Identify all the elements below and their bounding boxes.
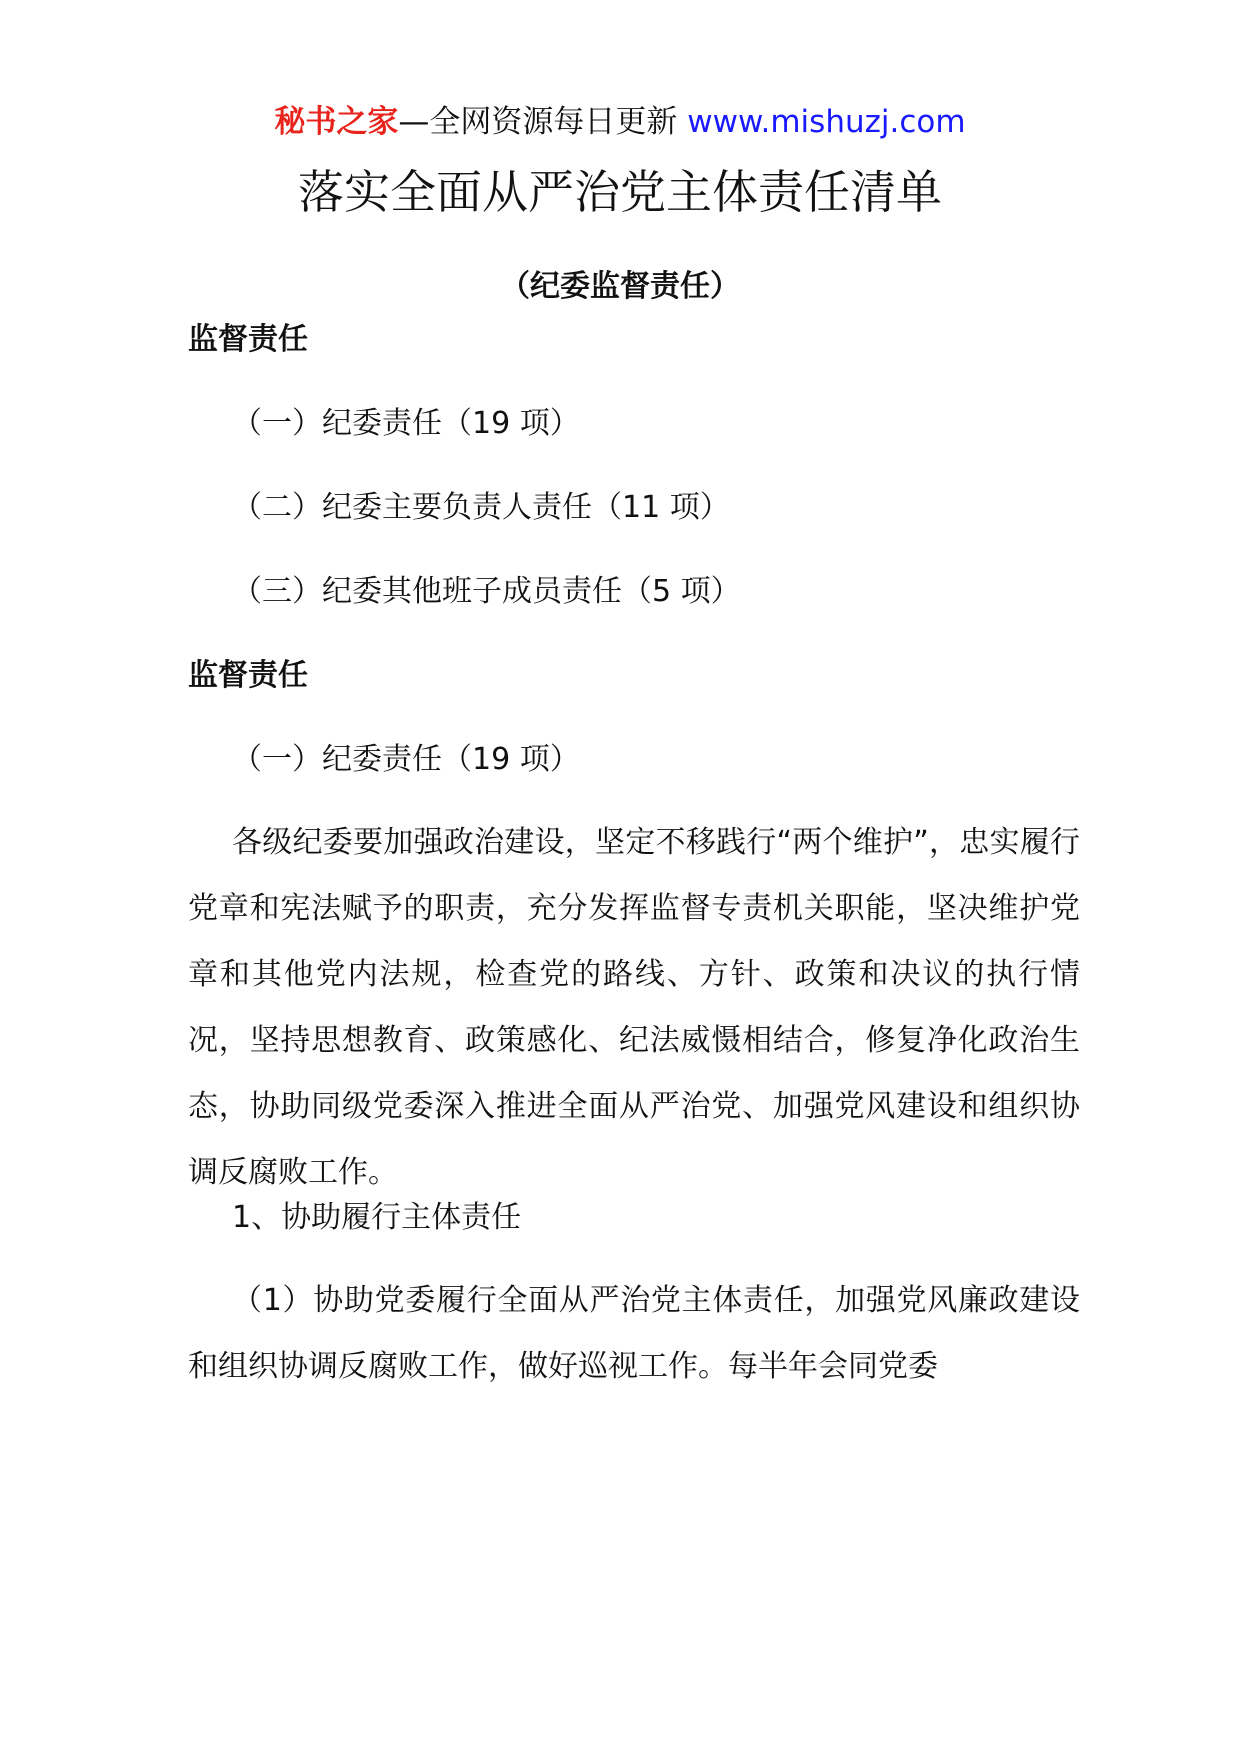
watermark-header xyxy=(0,100,1240,144)
item-1-title: 1、协助履行主体责任 xyxy=(232,1200,522,1235)
body-subheading: （一）纪委责任（19 项） xyxy=(232,742,580,777)
brand-name: 秘书之家 xyxy=(274,104,399,140)
body-heading: 监督责任 xyxy=(188,658,308,693)
toc-item: （一）纪委责任（19 项） xyxy=(232,406,580,441)
brand-tagline: —全网资源每日更新 xyxy=(398,104,688,140)
document-subtitle: （纪委监督责任） xyxy=(500,269,740,304)
toc-item: （二）纪委主要负责人责任（11 项） xyxy=(232,490,730,525)
site-link[interactable]: www.mishuzj.com xyxy=(687,104,966,140)
item-1-1-paragraph: （1）协助党委履行全面从严治党主体责任，加强党风廉政建设和组织协调反腐败工作，做好巡视工作。每半年会同党委 xyxy=(188,1283,1080,1384)
toc-heading: 监督责任 xyxy=(188,322,308,357)
intro-paragraph: 各级纪委要加强政治建设，坚定不移践行“两个维护”，忠实履行党章和宪法赋予的职责，充分发挥监督专责机关职能，坚决维护党章和其他党内法规，检查党的路线、方针、政策和决议的执行情况，坚持思想教育、政策感化、纪法威慑相结合，修复净化政治生态，协助同级党委深入推进全面从严治党、加强党风建设和组织协调反腐败工作。 xyxy=(188,825,1080,1190)
document-title: 落实全面从严治党主体责任清单 xyxy=(298,165,942,219)
toc-item: （三）纪委其他班子成员责任（5 项） xyxy=(232,574,741,609)
